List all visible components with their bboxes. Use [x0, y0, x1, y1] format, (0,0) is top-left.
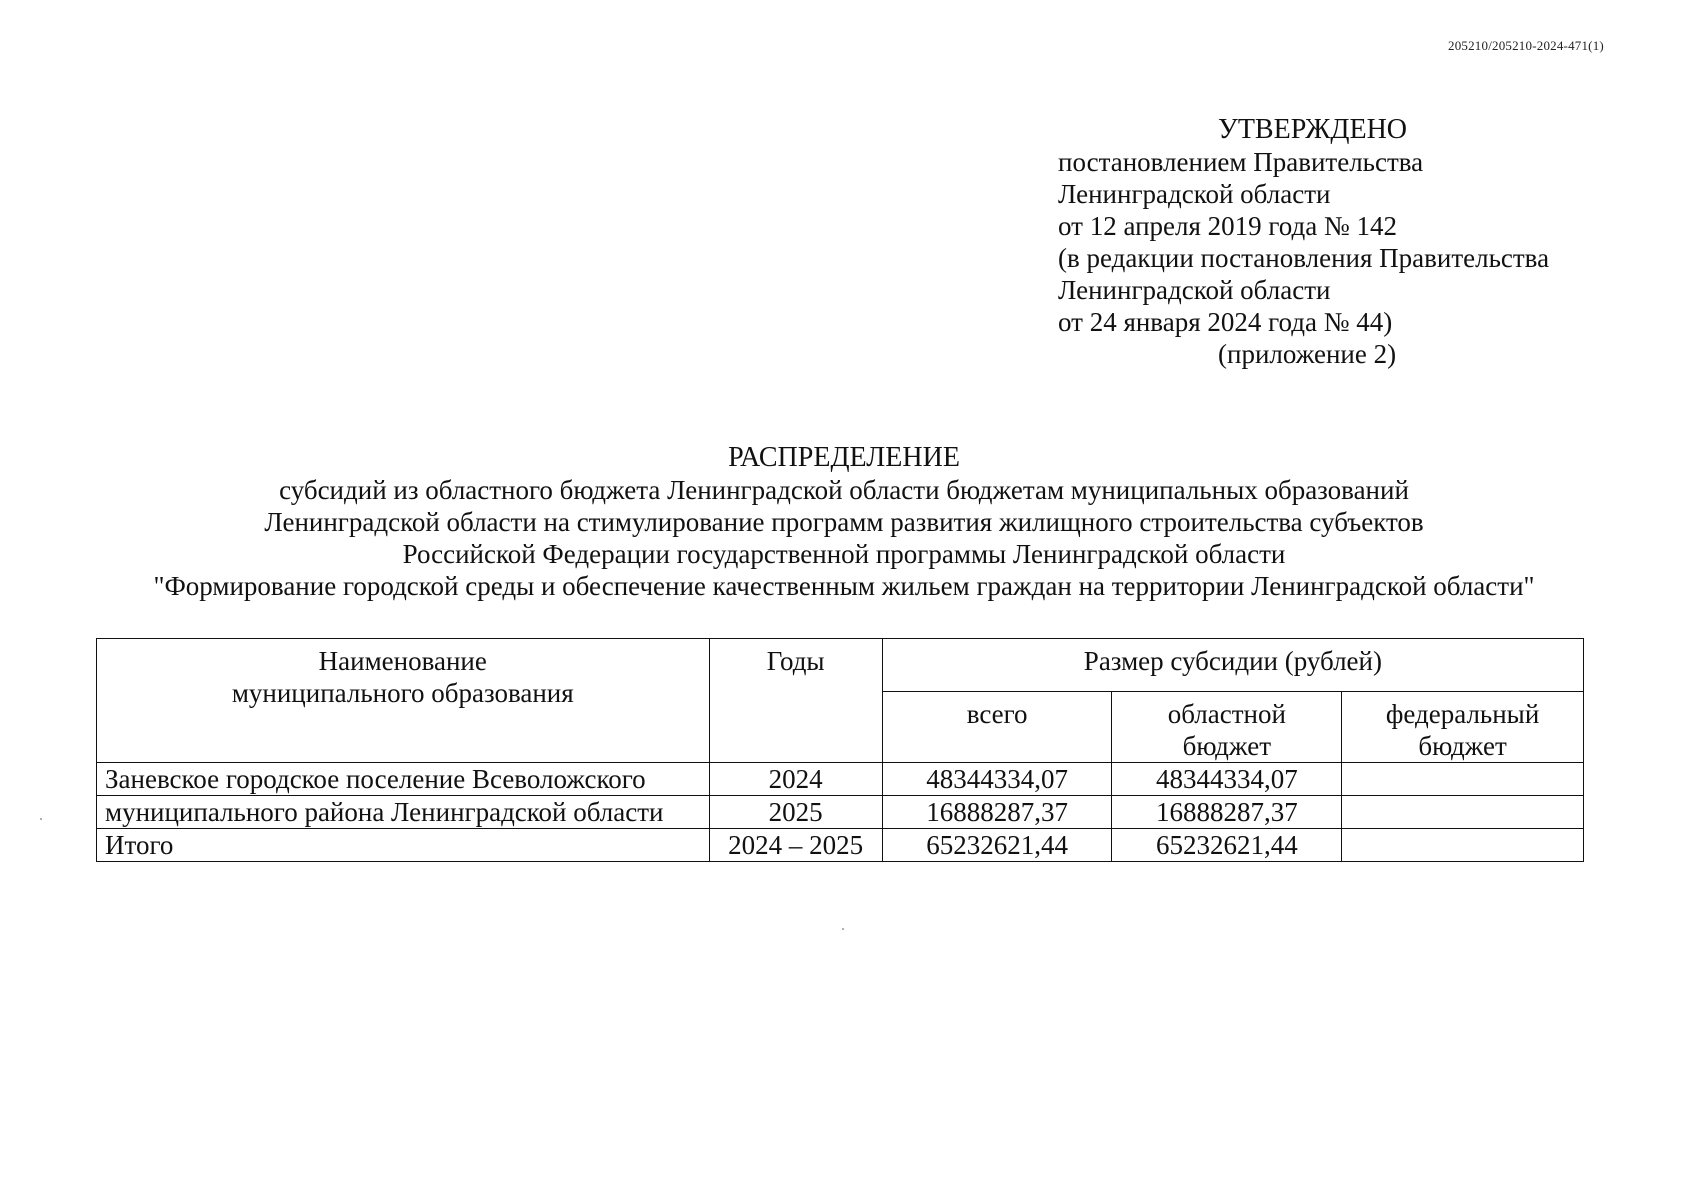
- title-line: Российской Федерации государственной программы Ленинградской области: [402, 539, 1286, 569]
- header-federal-budget: [1342, 692, 1584, 763]
- document-title: [0, 442, 1688, 602]
- header-federal-line2: бюджет: [1418, 731, 1507, 761]
- header-regional-line1: областной: [1167, 699, 1286, 729]
- header-subsidy-amount: Размер субсидии (рублей): [882, 639, 1583, 692]
- approval-line: постановлением Правительства: [1058, 147, 1424, 177]
- approval-line: Ленинградской области: [1058, 275, 1331, 305]
- approval-line: (в редакции постановления Правительства: [1058, 243, 1550, 273]
- cell-year: 2025: [709, 796, 882, 829]
- cell-regional: 16888287,37: [1112, 796, 1342, 829]
- cell-total: 48344334,07: [882, 763, 1112, 796]
- cell-regional: 48344334,07: [1112, 763, 1342, 796]
- document-id: 205210/205210-2024-471(1): [1448, 38, 1604, 53]
- cell-regional: 65232621,44: [1112, 829, 1342, 862]
- title-line: "Формирование городской среды и обеспечение качественным жильем граждан на территории Ленинградской области": [153, 571, 1535, 601]
- table-row: [97, 796, 1584, 829]
- attachment-note: (приложение 2): [1218, 339, 1397, 369]
- cell-federal: [1342, 763, 1584, 796]
- cell-federal: [1342, 796, 1584, 829]
- cell-year: 2024: [709, 763, 882, 796]
- approval-block: [1058, 114, 1549, 370]
- header-total: всего: [882, 692, 1112, 763]
- scan-speck: [842, 928, 844, 930]
- header-municipality: [97, 639, 710, 763]
- cell-year: 2024 – 2025: [709, 829, 882, 862]
- header-municipality-line2: муниципального образования: [231, 678, 574, 708]
- approval-line: от 24 января 2024 года № 44): [1058, 307, 1393, 337]
- cell-municipality: муниципального района Ленинградской области: [97, 796, 710, 829]
- cell-municipality: Заневское городское поселение Всеволожского: [97, 763, 710, 796]
- table-row-total: [97, 829, 1584, 862]
- header-regional-budget: [1112, 692, 1342, 763]
- header-federal-line1: федеральный: [1385, 699, 1540, 729]
- cell-municipality: Итого: [97, 829, 710, 862]
- header-regional-line2: бюджет: [1182, 731, 1271, 761]
- cell-total: 16888287,37: [882, 796, 1112, 829]
- approval-line: от 12 апреля 2019 года № 142: [1058, 211, 1398, 241]
- approval-line: Ленинградской области: [1058, 179, 1331, 209]
- title-line: субсидий из областного бюджета Ленинградской области бюджетам муниципальных образований: [279, 475, 1409, 505]
- subsidy-table: [96, 638, 1584, 862]
- title-heading: РАСПРЕДЕЛЕНИЕ: [728, 442, 960, 473]
- header-municipality-line1: Наименование: [318, 646, 487, 676]
- approval-stamp: УТВЕРЖДЕНО: [1218, 114, 1408, 145]
- header-years: Годы: [709, 639, 882, 763]
- cell-federal: [1342, 829, 1584, 862]
- title-line: Ленинградской области на стимулирование программ развития жилищного строительства субъектов: [264, 507, 1424, 537]
- scan-speck: [40, 818, 42, 820]
- cell-total: 65232621,44: [882, 829, 1112, 862]
- table-row: [97, 763, 1584, 796]
